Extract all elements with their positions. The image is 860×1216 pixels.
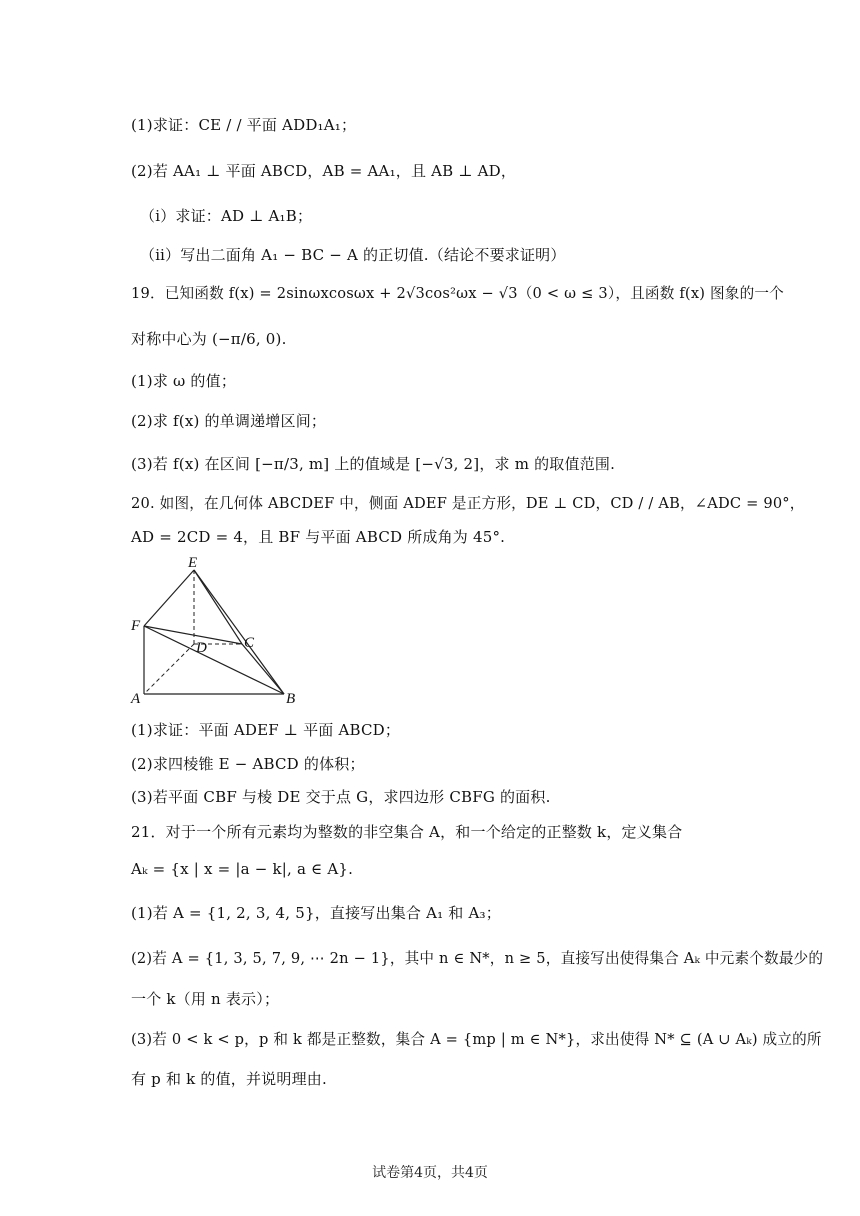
label-E: E — [188, 556, 198, 571]
q20-geometry-figure — [124, 556, 304, 706]
q19-stem-cont: 对称中心为 (−π/6, 0). — [131, 330, 287, 348]
q20-stem-cont: AD = 2CD = 4，且 BF 与平面 ABCD 所成角为 45°. — [131, 528, 506, 546]
q21-part3: (3)若 0 < k < p，p 和 k 都是正整数，集合 A = {mp | m ∈ N*}，求出使得 N* ⊆ (A ∪ Aₖ) 成立的所 — [131, 1031, 822, 1048]
q19-part3: (3)若 f(x) 在区间 [−π/3, m] 上的值域是 [−√3, 2]，求 m 的取值范围. — [131, 455, 616, 473]
q19-part1: (1)求 ω 的值； — [131, 372, 237, 390]
edge-EF — [144, 570, 194, 626]
label-C: C — [244, 635, 255, 651]
edge-FC — [144, 626, 242, 644]
q18-part2: (2)若 AA₁ ⊥ 平面 ABCD，AB = AA₁，且 AB ⊥ AD， — [131, 162, 517, 180]
hidden-edge-DA — [144, 644, 194, 694]
q18-part2-ii: （ⅱ）写出二面角 A₁ − BC − A 的正切值.（结论不要求证明） — [140, 246, 566, 264]
q21-part1: (1)若 A = {1, 2, 3, 4, 5}，直接写出集合 A₁ 和 A₃； — [131, 904, 501, 922]
solid-figure-svg — [124, 556, 304, 706]
q21-stem: 21．对于一个所有元素均为整数的非空集合 A，和一个给定的正整数 k，定义集合 — [131, 823, 683, 841]
q21-part2-cont: 一个 k（用 n 表示）； — [131, 990, 280, 1008]
q21-part3-cont: 有 p 和 k 的值，并说明理由. — [131, 1070, 327, 1088]
page-footer: 试卷第4页，共4页 — [372, 1165, 488, 1181]
label-D: D — [196, 640, 207, 656]
q18-part2-i: （ⅰ）求证：AD ⊥ A₁B； — [140, 207, 313, 225]
edge-CB — [242, 644, 284, 694]
q20-part1: (1)求证：平面 ADEF ⊥ 平面 ABCD； — [131, 721, 401, 739]
q21-stem-cont: Aₖ = {x | x = |a − k|, a ∈ A}. — [131, 860, 354, 878]
q21-part2: (2)若 A = {1, 3, 5, 7, 9, ⋯ 2n − 1}，其中 n ∈ N*，n ≥ 5，直接写出使得集合 Aₖ 中元素个数最少的 — [131, 950, 824, 967]
edge-EB — [194, 570, 284, 694]
q20-part2: (2)求四棱锥 E − ABCD 的体积； — [131, 755, 365, 773]
q19-part2: (2)求 f(x) 的单调递增区间； — [131, 412, 327, 430]
edge-EC — [194, 570, 242, 644]
edge-FB — [144, 626, 284, 694]
label-F: F — [131, 618, 141, 634]
q20-part3: (3)若平面 CBF 与棱 DE 交于点 G，求四边形 CBFG 的面积. — [131, 788, 551, 806]
label-B: B — [286, 691, 296, 706]
label-A: A — [131, 691, 141, 706]
q19-stem: 19．已知函数 f(x) = 2sinωxcosωx + 2√3cos²ωx − √3（0 < ω ≤ 3），且函数 f(x) 图象的一个 — [131, 285, 784, 302]
q18-part1: (1)求证：CE / / 平面 ADD₁A₁； — [131, 116, 357, 134]
q20-stem: 20. 如图，在几何体 ABCDEF 中，侧面 ADEF 是正方形，DE ⊥ CD，CD / / AB，∠ADC = 90°， — [131, 495, 805, 512]
